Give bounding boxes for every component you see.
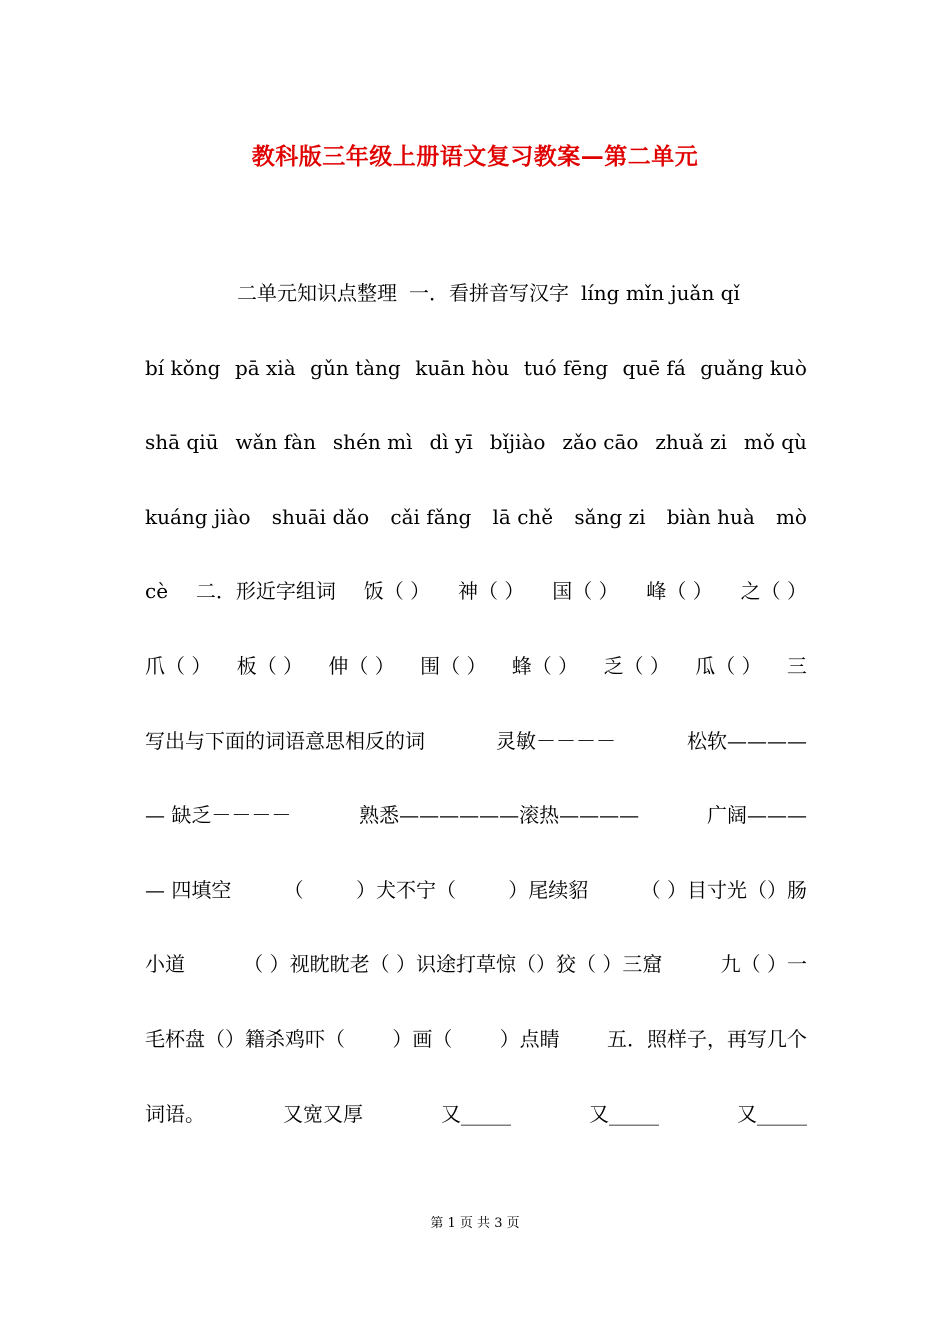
line-segment: kuáng jiào	[145, 504, 251, 529]
line-segment: shā qiū	[145, 430, 219, 455]
line-segment: 瓜（ ）	[695, 653, 762, 678]
line-segment: mǒ qù	[743, 430, 807, 455]
line-segment: gǔn tàng	[310, 355, 401, 380]
text-line	[145, 502, 807, 577]
line-segment: zǎo cāo	[562, 430, 639, 455]
line-segment: 饭（ ）	[363, 579, 431, 604]
line-segment: 伸（ ）	[328, 653, 395, 678]
line-segment: — 四填空	[145, 877, 232, 902]
text-line	[145, 651, 807, 726]
line-segment: （ ）目寸光（）肠	[640, 877, 807, 902]
line-segment: 广阔———	[706, 803, 807, 828]
line-segment: pā xià	[234, 355, 296, 380]
text-line	[145, 278, 807, 353]
line-segment: quē fá	[622, 355, 686, 380]
line-segment: 围（ ）	[420, 653, 487, 678]
line-segment: 峰（ ）	[646, 579, 713, 604]
line-segment: tuó fēng	[523, 355, 609, 380]
line-segment: biàn huà	[666, 504, 755, 529]
document-body	[145, 278, 807, 1173]
line-segment: 乏（ ）	[603, 653, 670, 678]
line-segment: ）尾续貂	[508, 877, 589, 902]
line-segment: 又_____	[441, 1101, 511, 1126]
line-segment: 板（ ）	[236, 653, 304, 678]
line-segment: 之（ ）	[740, 579, 807, 604]
line-segment: 三	[786, 653, 807, 678]
line-segment: ）点睛	[499, 1026, 560, 1051]
line-segment: 二．形近字组词	[195, 579, 336, 604]
line-segment: 一．看拼音写汉字	[409, 281, 569, 305]
line-segment: 松软————	[687, 728, 807, 753]
line-segment: shén mì	[332, 430, 413, 455]
line-segment: 词语。	[145, 1101, 205, 1126]
line-segment: dì yī	[429, 430, 473, 455]
line-segment: guǎng kuò	[700, 355, 807, 380]
line-segment: lā chě	[492, 504, 554, 529]
line-segment: 九（ ）一	[720, 952, 807, 977]
line-segment: zhuǎ zi	[655, 430, 727, 455]
line-segment: 小道	[145, 952, 185, 977]
line-segment: wǎn fàn	[235, 430, 316, 455]
line-segment: 又_____	[737, 1101, 807, 1126]
line-segment: mò	[775, 504, 807, 529]
text-line	[145, 800, 807, 875]
text-line	[145, 1024, 807, 1099]
line-segment: 又_____	[589, 1101, 659, 1126]
line-segment: 熟悉——————滚热————	[359, 803, 640, 828]
line-segment: líng mǐn juǎn qǐ	[581, 281, 740, 305]
text-line	[145, 427, 807, 502]
text-line	[145, 949, 807, 1024]
line-segment: 灵敏－－－－	[496, 728, 616, 753]
line-segment: 国（ ）	[552, 579, 619, 604]
line-segment: 蜂（ ）	[511, 653, 579, 678]
line-segment: bí kǒng	[145, 355, 221, 380]
line-segment: 毛杯盘（）籍杀鸡吓（	[145, 1026, 345, 1051]
line-segment: sǎng zi	[574, 504, 646, 529]
document-title: 教科版三年级上册语文复习教案—第二单元	[251, 143, 699, 170]
line-segment: 写出与下面的词语意思相反的词	[145, 728, 425, 753]
line-segment: 爪（ ）	[145, 653, 212, 678]
line-segment: bǐjiào	[489, 430, 546, 455]
line-segment: ）犬不宁（	[355, 877, 456, 902]
page-number-footer: 第 1 页 共 3 页	[430, 1216, 520, 1231]
line-segment: kuān hòu	[415, 355, 510, 380]
line-segment: shuāi dǎo	[271, 504, 370, 529]
line-segment: — 缺乏－－－－	[145, 803, 292, 828]
line-segment: （	[283, 877, 304, 902]
line-segment: 神（ ）	[457, 579, 525, 604]
line-segment: 二单元知识点整理	[237, 281, 397, 305]
line-segment: （ ）视眈眈老（ ）识途打草惊（）狡（ ）三窟	[243, 952, 663, 977]
line-segment: ）画（	[392, 1026, 453, 1051]
line-segment: cǎi fǎng	[390, 504, 472, 529]
text-line	[145, 353, 807, 428]
text-line	[145, 726, 807, 801]
line-segment: 五．照样子，再写几个	[606, 1026, 807, 1051]
text-line	[145, 576, 807, 651]
text-line	[145, 1099, 807, 1174]
line-segment: 又宽又厚	[283, 1101, 363, 1126]
line-segment: cè	[145, 579, 169, 604]
text-line	[145, 875, 807, 950]
